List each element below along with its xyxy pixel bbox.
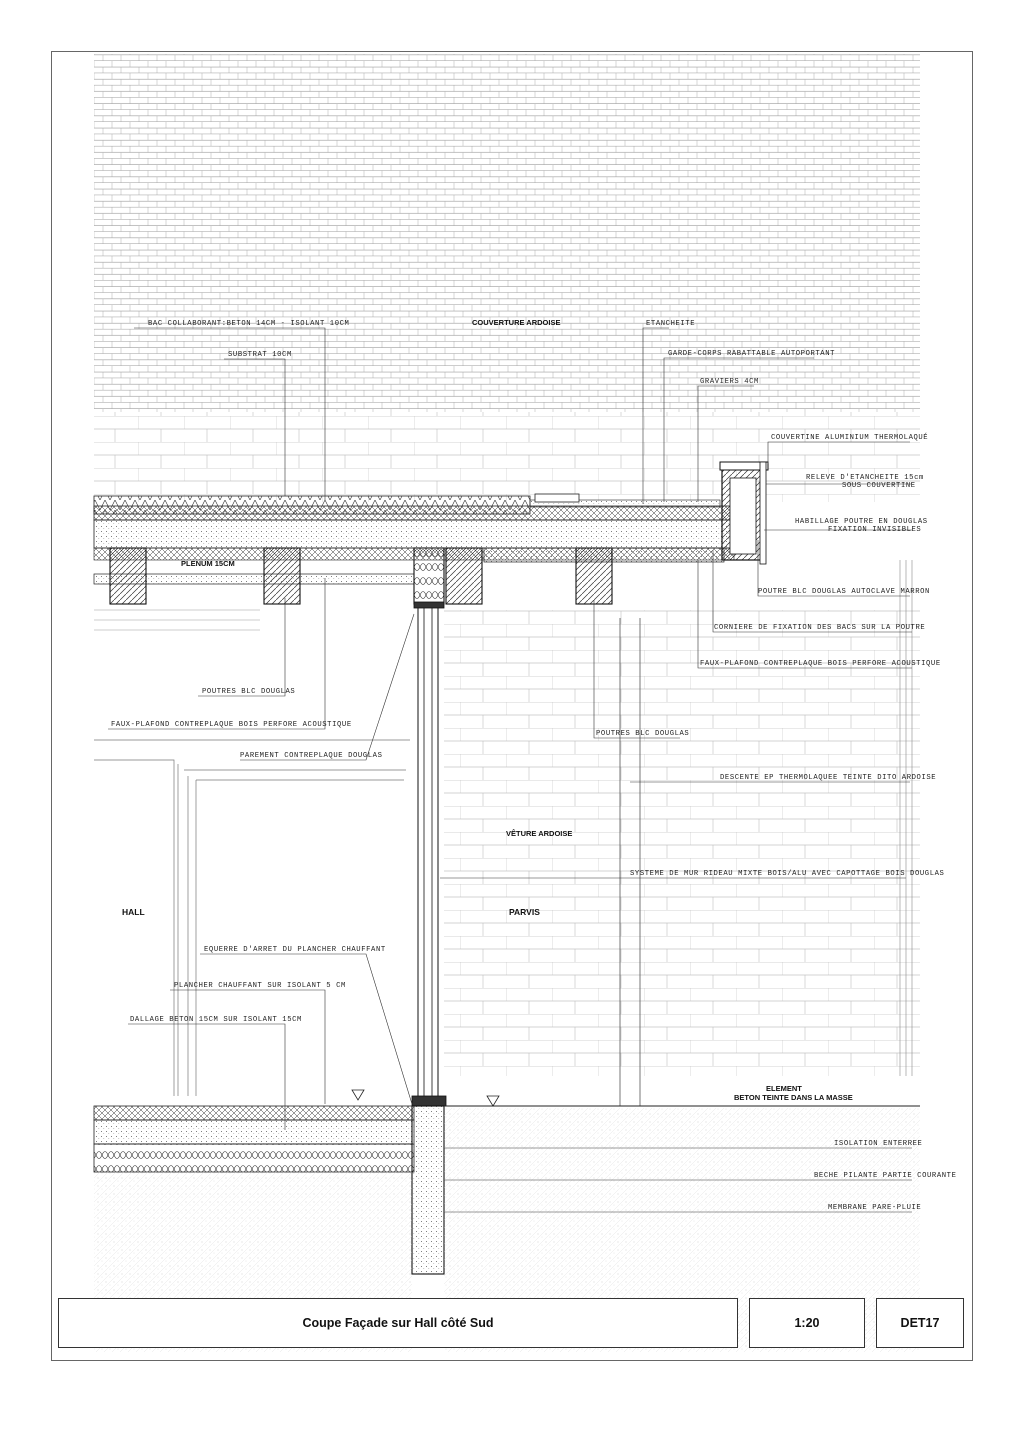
title-block-name [58, 1298, 738, 1348]
note-habillage-1: HABILLAGE POUTRE EN DOUGLAS [795, 518, 928, 526]
label-couverture: COUVERTURE ARDOISE [472, 318, 561, 327]
title-block-scale [749, 1298, 865, 1348]
slate-cladding-upper [94, 412, 920, 502]
note-beche: BECHE PILANTE PARTIE COURANTE [814, 1172, 957, 1180]
label-veture: VÊTURE ARDOISE [506, 829, 573, 838]
label-parvis: PARVIS [509, 907, 540, 917]
label-plenum: PLENUM 15CM [181, 559, 235, 568]
note-bac-collaborant: BAC COLLABORANT:BETON 14CM - ISOLANT 10CM [148, 320, 350, 328]
note-isolation: ISOLATION ENTERREE [834, 1140, 923, 1148]
note-releve-1: RELEVE D'ETANCHEITE 15cm [806, 474, 924, 482]
note-substrat: SUBSTRAT 10CM [228, 351, 292, 359]
note-faux-plafond-right: FAUX-PLAFOND CONTREPLAQUE BOIS PERFORE ACOUSTIQUE [700, 660, 941, 668]
level-marker-parvis [487, 1096, 499, 1106]
note-equerre: EQUERRE D'ARRET DU PLANCHER CHAUFFANT [204, 946, 386, 954]
note-faux-plafond-left: FAUX-PLAFOND CONTREPLAQUE BOIS PERFORE ACOUSTIQUE [111, 721, 352, 729]
note-plancher: PLANCHER CHAUFFANT SUR ISOLANT 5 CM [174, 982, 346, 990]
note-descente: DESCENTE EP THERMOLAQUEE TEINTE DITO ARDOISE [720, 774, 937, 782]
drawing-title: Coupe Façade sur Hall côté Sud [302, 1316, 494, 1330]
foundation-wall [412, 1106, 444, 1274]
slate-cladding-parvis [444, 610, 920, 1076]
note-poutres-right: POUTRES BLC DOUGLAS [596, 730, 690, 738]
ground-slab [94, 1106, 414, 1172]
note-couvertine: COUVERTINE ALUMINIUM THERMOLAQUÉ [771, 434, 929, 442]
parapet [720, 462, 768, 564]
drawing-reference: DET17 [900, 1316, 940, 1330]
drawing-scale: 1:20 [794, 1316, 820, 1330]
note-poutres-left: POUTRES BLC DOUGLAS [202, 688, 296, 696]
level-marker-hall [352, 1090, 364, 1100]
curtain-wall [412, 602, 446, 1106]
title-block-reference [876, 1298, 964, 1348]
note-dallage: DALLAGE BETON 15CM SUR ISOLANT 15CM [130, 1016, 302, 1024]
note-etancheite: ETANCHEITE [646, 320, 696, 328]
note-parement: PAREMENT CONTREPLAQUE DOUGLAS [240, 752, 383, 760]
label-element-1: ELEMENT [766, 1084, 802, 1093]
label-hall: HALL [122, 907, 145, 917]
note-membrane: MEMBRANE PARE-PLUIE [828, 1204, 922, 1212]
label-element-2: BETON TEINTE DANS LA MASSE [734, 1093, 853, 1102]
note-mur-rideau: SYSTEME DE MUR RIDEAU MIXTE BOIS/ALU AVEC CAPOTTAGE BOIS DOUGLAS [630, 870, 945, 878]
note-releve-2: SOUS COUVERTINE [842, 482, 916, 490]
note-corniere: CORNIERE DE FIXATION DES BACS SUR LA POUTRE [714, 624, 926, 632]
note-habillage-2: FIXATION INVISIBLES [828, 526, 922, 534]
note-garde-corps: GARDE-CORPS RABATTABLE AUTOPORTANT [668, 350, 836, 358]
note-graviers: GRAVIERS 4CM [700, 378, 759, 386]
note-poutre-autoclave: POUTRE BLC DOUGLAS AUTOCLAVE MARRON [758, 588, 930, 596]
